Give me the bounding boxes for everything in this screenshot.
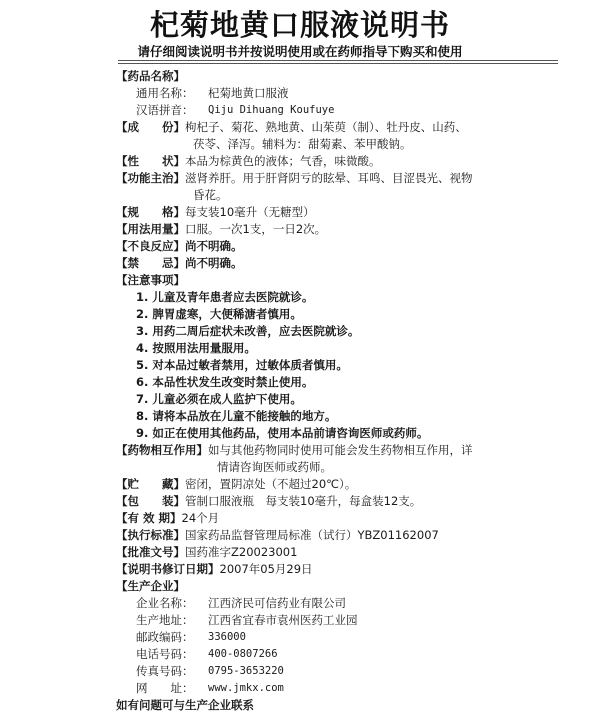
standard-label: 【执行标准】 [116, 528, 185, 542]
standard-value: 国家药品监督管理局标准（试行）YBZ01162007 [185, 528, 439, 542]
precaution-item: 8. 请将本品放在儿童不能接触的地方。 [136, 409, 337, 423]
approval-value: 国药准字Z20023001 [185, 545, 298, 559]
pinyin-label: 汉语拼音： [136, 103, 194, 117]
indications-label: 【功能主治】 [116, 171, 185, 185]
adverse-row [116, 238, 586, 255]
validity-row [116, 510, 586, 527]
manufacturer-heading-row [116, 578, 586, 595]
standard-row [116, 527, 586, 544]
validity-label: 【有 效 期】 [116, 511, 182, 525]
precaution-item: 2. 脾胃虚寒，大便稀溏者慎用。 [136, 307, 302, 321]
divider-line [118, 60, 558, 61]
properties-value: 本品为棕黄色的液体；气香，味微酸。 [185, 154, 381, 168]
interaction-value: 如与其他药物同时使用可能会发生药物相互作用，详 [208, 443, 473, 457]
precaution-item: 5. 对本品过敏者禁用，过敏体质者慎用。 [136, 358, 348, 372]
ingredients-value: 枸杞子、菊花、熟地黄、山茱萸（制）、牡丹皮、山药、 [185, 120, 467, 134]
storage-row [116, 476, 586, 493]
indications-row [116, 170, 586, 187]
spec-label: 【规 格】 [116, 205, 185, 219]
indications-value: 滋肾养肝。用于肝肾阴亏的眩晕、耳鸣、目涩畏光、视物 [185, 171, 473, 185]
contraindications-row [116, 255, 586, 272]
contraindications-label: 【禁 忌】 [116, 256, 185, 270]
indications-continued: 昏花。 [193, 188, 228, 202]
ingredients-row [116, 119, 586, 136]
address-value: 江西省宜春市袁州医药工业园 [208, 613, 358, 627]
pinyin-row [116, 102, 586, 119]
interaction-continued: 情请咨询医师或药师。 [217, 460, 332, 474]
ingredients-continued: 茯苓、泽泻。辅料为：甜菊素、苯甲酸钠。 [193, 137, 412, 151]
package-value: 管制口服液瓶 每支装10毫升，每盒装12支。 [185, 494, 422, 508]
precautions-heading-row [116, 272, 586, 289]
properties-label: 【性 状】 [116, 154, 185, 168]
storage-value: 密闭，置阴凉处（不超过20℃）。 [185, 477, 357, 491]
package-row [116, 493, 586, 510]
phone-value: 400-0807266 [208, 648, 278, 660]
address-row [116, 612, 586, 629]
precaution-item: 1. 儿童及青年患者应去医院就诊。 [136, 290, 314, 304]
fax-label: 传真号码： [136, 664, 194, 678]
storage-label: 【贮 藏】 [116, 477, 185, 491]
properties-row [116, 153, 586, 170]
usage-label: 【用法用量】 [116, 222, 185, 236]
precaution-item: 9. 如正在使用其他药品，使用本品前请咨询医师或药师。 [136, 426, 429, 440]
revision-label: 【说明书修订日期】 [116, 562, 220, 576]
common-name-row [116, 85, 586, 102]
revision-value: 2007年05月29日 [219, 562, 313, 576]
manufacturer-heading: 【生产企业】 [116, 579, 185, 593]
spec-row [116, 204, 586, 221]
precaution-item: 4. 按照用法用量服用。 [136, 341, 256, 355]
pinyin-value: Qiju Dihuang Koufuye [208, 104, 335, 116]
precaution-item: 3. 用药二周后症状未改善，应去医院就诊。 [136, 324, 360, 338]
leaflet-body [116, 68, 586, 714]
fax-value: 0795-3653220 [208, 665, 284, 677]
approval-row [116, 544, 586, 561]
fax-row [116, 663, 586, 680]
precautions-label: 【注意事项】 [116, 273, 185, 287]
website-value: www.jmkx.com [208, 682, 284, 694]
drug-name-heading: 【药品名称】 [116, 69, 185, 83]
ingredients-label: 【成 份】 [116, 120, 185, 134]
website-label: 网 址： [136, 681, 194, 695]
postcode-label: 邮政编码： [136, 630, 194, 644]
precaution-item: 7. 儿童必须在成人监护下使用。 [136, 392, 302, 406]
company-row [116, 595, 586, 612]
spec-value: 每支装10毫升（无糖型） [185, 205, 315, 219]
interaction-label: 【药物相互作用】 [116, 443, 208, 457]
revision-row [116, 561, 586, 578]
interaction-row [116, 442, 586, 459]
company-value: 江西济民可信药业有限公司 [208, 596, 346, 610]
contact-note: 如有问题可与生产企业联系 [116, 698, 254, 712]
precautions-list [116, 289, 586, 442]
page-subtitle: 请仔细阅读说明书并按说明使用或在药师指导下购买和使用 [137, 44, 463, 59]
package-label: 【包 装】 [116, 494, 185, 508]
postcode-row [116, 629, 586, 646]
postcode-value: 336000 [208, 631, 246, 643]
drug-name-heading-row [116, 68, 586, 85]
usage-row [116, 221, 586, 238]
adverse-value: 尚不明确。 [185, 239, 243, 253]
page-title: 杞菊地黄口服液说明书 [149, 8, 450, 42]
usage-value: 口服。一次1支，一日2次。 [185, 222, 327, 236]
adverse-label: 【不良反应】 [116, 239, 185, 253]
phone-row [116, 646, 586, 663]
website-row [116, 680, 586, 697]
company-label: 企业名称： [136, 596, 194, 610]
validity-value: 24个月 [181, 511, 220, 525]
address-label: 生产地址： [136, 613, 194, 627]
divider-line [118, 63, 558, 64]
common-name-label: 通用名称： [136, 86, 194, 100]
approval-label: 【批准文号】 [116, 545, 185, 559]
common-name-value: 杞菊地黄口服液 [208, 86, 289, 100]
phone-label: 电话号码： [136, 647, 194, 661]
precaution-item: 6. 本品性状发生改变时禁止使用。 [136, 375, 314, 389]
contraindications-value: 尚不明确。 [185, 256, 243, 270]
